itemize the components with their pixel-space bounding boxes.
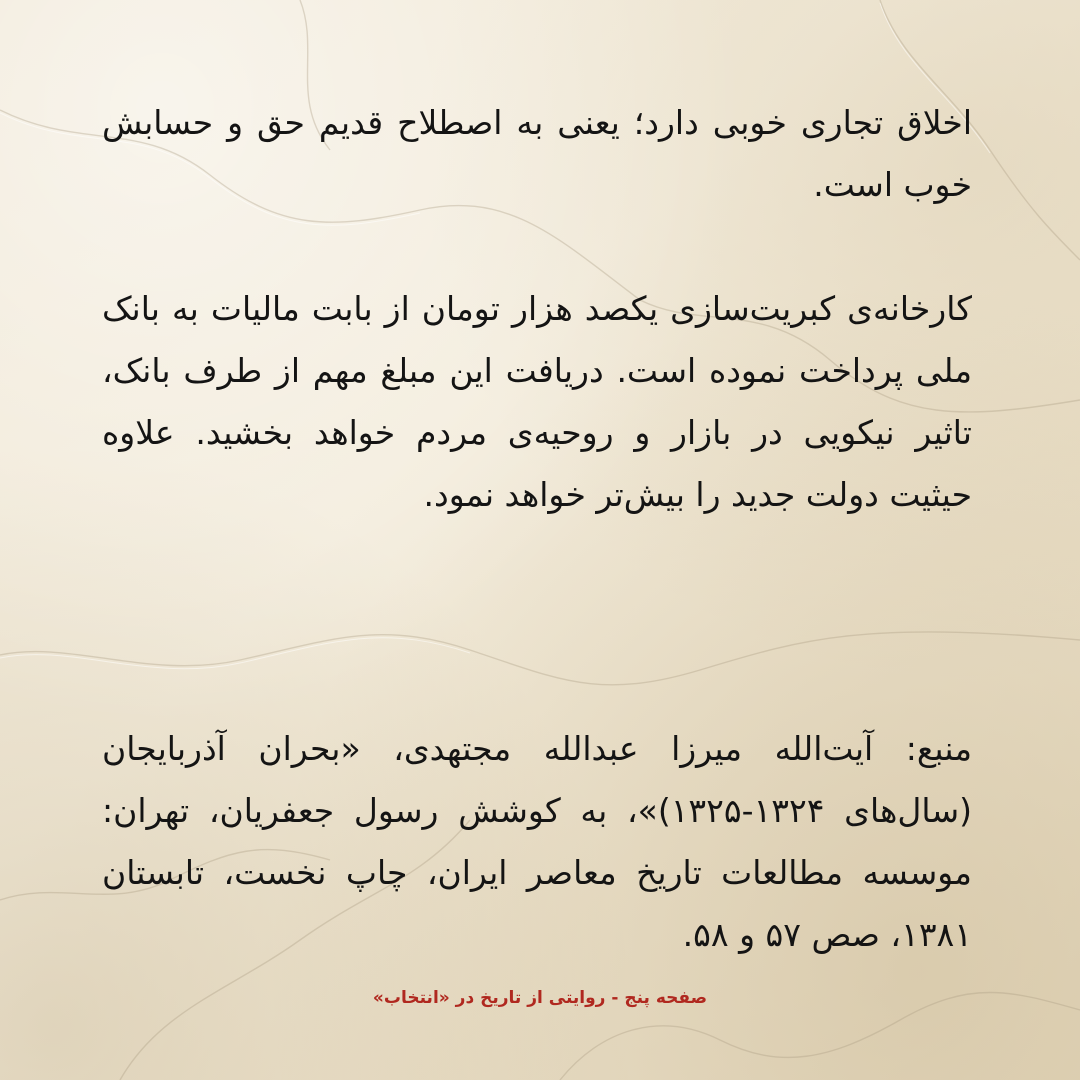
paragraph-2: کارخانه‌ی کبریت‌سازی یکصد هزار تومان از بابت مالیات به بانک ملی پرداخت نموده است. دریافت این مبلغ مهم از طرف بانک، تاثیر نیکویی در بازار و روحیه‌ی مردم خواهد بخشید. علاوه حیثیت دولت جدید را بیش‌تر خواهد نمود. (102, 289, 972, 514)
page-footer: صفحه پنج - روایتی از تاریخ در «انتخاب» (372, 988, 708, 1008)
source-citation: منبع: آیت‌الله میرزا عبدالله مجتهدی، «بحران آذربایجان (سال‌های ۱۳۲۴-۱۳۲۵)»، به کوشش رسول جعفریان، تهران: موسسه مطالعات تاریخ معاصر ایران، چاپ نخست، تابستان ۱۳۸۱، صص ۵۷ و ۵۸. (102, 729, 972, 954)
paragraph-1: اخلاق تجاری خوبی دارد؛ یعنی به اصطلاح قدیم حق و حسابش خوب است. (102, 103, 972, 204)
